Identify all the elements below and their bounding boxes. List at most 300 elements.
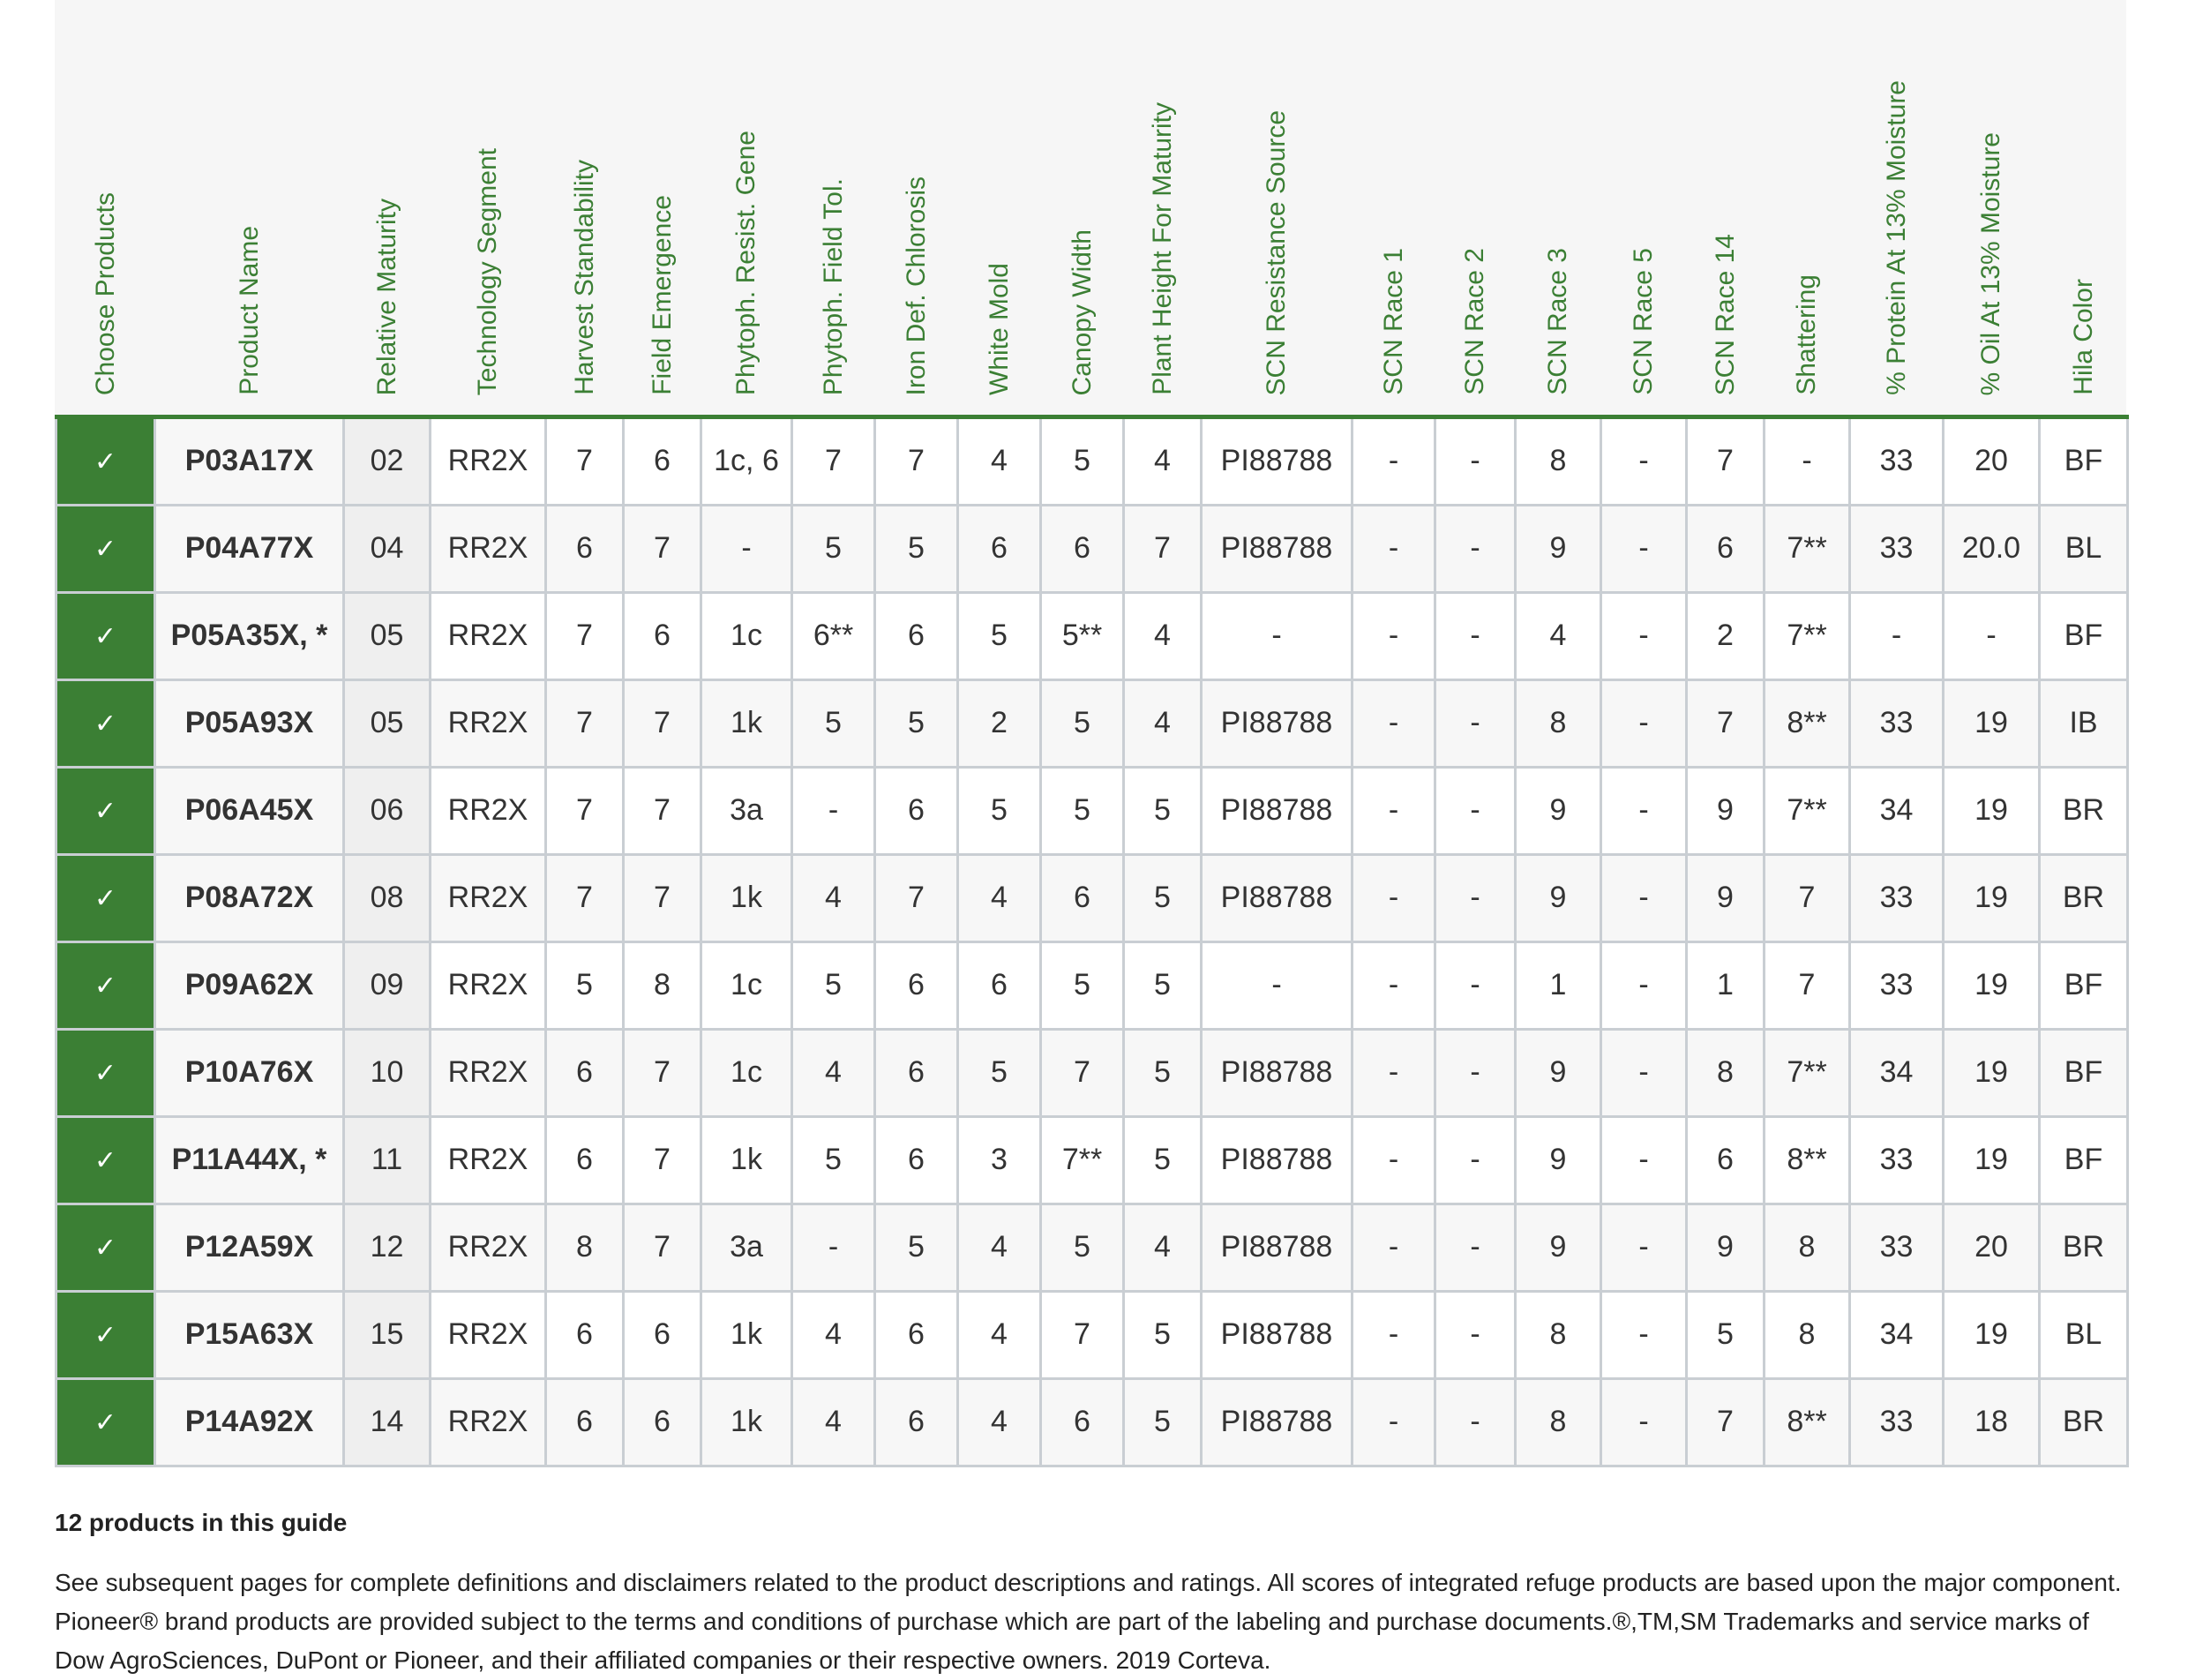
table-cell: 19 <box>1944 768 2040 855</box>
table-cell: BL <box>2040 506 2128 593</box>
table-cell: - <box>1353 1204 1435 1292</box>
product-name-cell: P11A44X, * <box>155 1117 344 1204</box>
table-cell: 7 <box>1041 1292 1124 1379</box>
table-cell: 8 <box>624 942 701 1030</box>
table-cell: - <box>1353 1030 1435 1117</box>
table-cell: 4 <box>1124 680 1202 768</box>
table-row <box>56 1379 2128 1466</box>
table-cell: BR <box>2040 768 2128 855</box>
column-header-label: Hila Color <box>2068 279 2098 395</box>
table-cell: 5 <box>1124 1117 1202 1204</box>
table-cell: 5 <box>792 680 875 768</box>
table-cell: 5 <box>1124 855 1202 942</box>
table-cell: - <box>1435 1030 1516 1117</box>
column-header-label: SCN Race 5 <box>1629 248 1658 395</box>
table-cell: 6 <box>546 1379 624 1466</box>
table-cell: - <box>1435 855 1516 942</box>
table-cell: 5 <box>958 593 1041 680</box>
check-icon: ✓ <box>94 971 117 1001</box>
choose-product-checkbox[interactable] <box>56 680 155 768</box>
table-cell: - <box>1353 506 1435 593</box>
table-cell: 7 <box>546 680 624 768</box>
table-cell: RR2X <box>431 1117 546 1204</box>
table-cell: 7 <box>1687 680 1765 768</box>
table-cell: 6 <box>1041 855 1124 942</box>
table-cell: 6 <box>958 942 1041 1030</box>
table-body <box>56 417 2128 1466</box>
table-cell: 5 <box>958 768 1041 855</box>
column-header-label: SCN Race 2 <box>1460 248 1489 395</box>
table-cell: 9 <box>1516 855 1601 942</box>
table-cell: RR2X <box>431 680 546 768</box>
header-row <box>56 0 2128 417</box>
table-row <box>56 417 2128 506</box>
table-cell: 7 <box>624 1030 701 1117</box>
table-cell: - <box>1435 768 1516 855</box>
table-cell: PI88788 <box>1202 417 1353 506</box>
relative-maturity-cell: 04 <box>344 506 431 593</box>
column-header[interactable] <box>1124 0 1202 417</box>
choose-product-checkbox[interactable] <box>56 1030 155 1117</box>
table-cell: 5 <box>1041 417 1124 506</box>
table-cell: 4 <box>958 855 1041 942</box>
table-cell: 5 <box>1041 942 1124 1030</box>
table-cell: 20 <box>1944 417 2040 506</box>
choose-product-checkbox[interactable] <box>56 593 155 680</box>
table-cell: 9 <box>1516 1117 1601 1204</box>
table-cell: 9 <box>1516 506 1601 593</box>
table-cell: 7** <box>1765 768 1850 855</box>
table-cell: 7 <box>1687 1379 1765 1466</box>
column-header[interactable] <box>624 0 701 417</box>
column-header-label: White Mold <box>984 262 1014 395</box>
table-cell: IB <box>2040 680 2128 768</box>
column-header[interactable] <box>546 0 624 417</box>
column-header[interactable] <box>1516 0 1601 417</box>
column-header[interactable] <box>875 0 958 417</box>
table-cell: 3a <box>701 1204 792 1292</box>
column-header[interactable] <box>56 0 155 417</box>
table-cell: 7 <box>624 506 701 593</box>
check-icon: ✓ <box>94 535 117 565</box>
table-cell: 7 <box>1765 942 1850 1030</box>
table-cell: 8 <box>1516 1379 1601 1466</box>
column-header-label: Iron Def. Chlorosis <box>901 176 931 395</box>
check-icon: ✓ <box>94 1146 117 1176</box>
choose-product-checkbox[interactable] <box>56 855 155 942</box>
table-cell: 7 <box>624 1117 701 1204</box>
table-cell: PI88788 <box>1202 768 1353 855</box>
product-count: 12 products in this guide <box>55 1509 348 1536</box>
table-cell: - <box>1601 680 1687 768</box>
table-cell: 1k <box>701 1379 792 1466</box>
table-cell: 6 <box>624 1292 701 1379</box>
table-cell: - <box>1601 1030 1687 1117</box>
table-cell: 4 <box>1124 593 1202 680</box>
column-header[interactable] <box>155 0 344 417</box>
table-cell: - <box>1601 417 1687 506</box>
choose-product-checkbox[interactable] <box>56 1117 155 1204</box>
table-cell: RR2X <box>431 855 546 942</box>
column-header[interactable] <box>1601 0 1687 417</box>
table-cell: 34 <box>1850 1292 1944 1379</box>
table-cell: 1k <box>701 855 792 942</box>
table-cell: 9 <box>1687 855 1765 942</box>
column-header-label: Choose Products <box>90 191 120 395</box>
table-cell: 6 <box>875 1379 958 1466</box>
table-cell: 7 <box>1687 417 1765 506</box>
table-cell: 6** <box>792 593 875 680</box>
table-cell: 7 <box>875 417 958 506</box>
table-cell: BR <box>2040 1379 2128 1466</box>
table-cell: 19 <box>1944 680 2040 768</box>
table-cell: 6 <box>546 1117 624 1204</box>
column-header-label: Product Name <box>234 226 264 395</box>
table-cell: RR2X <box>431 1204 546 1292</box>
table-cell: 19 <box>1944 1117 2040 1204</box>
choose-product-checkbox[interactable] <box>56 1379 155 1466</box>
table-cell: 7 <box>1765 855 1850 942</box>
check-icon: ✓ <box>94 709 117 739</box>
table-cell: BF <box>2040 417 2128 506</box>
table-cell: - <box>1601 1292 1687 1379</box>
column-header-label: % Protein At 13% Moisture <box>1881 80 1911 395</box>
table-cell: PI88788 <box>1202 1117 1353 1204</box>
table-cell: 19 <box>1944 942 2040 1030</box>
table-cell: - <box>1435 593 1516 680</box>
table-cell: 7 <box>624 855 701 942</box>
table-cell: 5 <box>1124 942 1202 1030</box>
table-cell: 6 <box>958 506 1041 593</box>
table-cell: BF <box>2040 942 2128 1030</box>
table-cell: PI88788 <box>1202 1030 1353 1117</box>
table-cell: - <box>1435 417 1516 506</box>
product-name-cell: P06A45X <box>155 768 344 855</box>
table-cell: 6 <box>624 593 701 680</box>
table-cell: 33 <box>1850 506 1944 593</box>
column-header-label: Relative Maturity <box>371 198 401 395</box>
disclaimer-text: See subsequent pages for complete definitions and disclaimers related to the product descriptions and ratings. All scores of integrated refuge products are based upon the major component. Pioneer® brand products are provided subject to the terms and conditions of purchase which are part of the labeling and purchase documents.®,TM,SM Trademarks and service marks of Dow AgroSciences, DuPont or Pioneer, and their affiliated companies or their respective owners. 2019 Corteva. <box>55 1569 2122 1674</box>
table-cell: RR2X <box>431 768 546 855</box>
check-icon: ✓ <box>94 1059 117 1089</box>
table-cell: 7 <box>624 680 701 768</box>
table-cell: 1 <box>1687 942 1765 1030</box>
table-cell: 8 <box>1516 417 1601 506</box>
table-cell: - <box>1353 1117 1435 1204</box>
relative-maturity-cell: 02 <box>344 417 431 506</box>
table-cell: 8** <box>1765 1117 1850 1204</box>
table-cell: 5** <box>1041 593 1124 680</box>
column-header[interactable] <box>958 0 1041 417</box>
table-cell: - <box>1435 680 1516 768</box>
product-name-cell: P09A62X <box>155 942 344 1030</box>
table-cell: 1k <box>701 680 792 768</box>
table-cell: 8** <box>1765 1379 1850 1466</box>
column-header-label: Technology Segment <box>473 147 502 395</box>
column-header[interactable] <box>701 0 792 417</box>
table-cell: BR <box>2040 855 2128 942</box>
column-header-label: Field Emergence <box>647 195 677 395</box>
table-cell: 5 <box>958 1030 1041 1117</box>
table-cell: - <box>1435 942 1516 1030</box>
table-cell: PI88788 <box>1202 1292 1353 1379</box>
table-cell: PI88788 <box>1202 680 1353 768</box>
check-icon: ✓ <box>94 797 117 827</box>
table-cell: 5 <box>1041 768 1124 855</box>
table-cell: 6 <box>1041 1379 1124 1466</box>
column-header[interactable] <box>1202 0 1353 417</box>
table-cell: 4 <box>958 1204 1041 1292</box>
column-header-label: SCN Race 3 <box>1543 248 1572 395</box>
table-cell: - <box>1435 506 1516 593</box>
table-cell: - <box>1353 942 1435 1030</box>
product-name-cell: P08A72X <box>155 855 344 942</box>
product-name-cell: P12A59X <box>155 1204 344 1292</box>
product-name-cell: P05A35X, * <box>155 593 344 680</box>
table-cell: PI88788 <box>1202 1204 1353 1292</box>
product-name-cell: P10A76X <box>155 1030 344 1117</box>
table-cell: 4 <box>792 1030 875 1117</box>
table-cell: - <box>1601 855 1687 942</box>
column-header[interactable] <box>1850 0 1944 417</box>
table-cell: 2 <box>1687 593 1765 680</box>
choose-product-checkbox[interactable] <box>56 1292 155 1379</box>
table-cell: 1c, 6 <box>701 417 792 506</box>
table-row <box>56 855 2128 942</box>
table-cell: - <box>1353 1379 1435 1466</box>
table-cell: - <box>1435 1204 1516 1292</box>
table-cell: - <box>1353 680 1435 768</box>
table-cell: - <box>1601 1379 1687 1466</box>
choose-product-checkbox[interactable] <box>56 417 155 506</box>
column-header[interactable] <box>1944 0 2040 417</box>
table-cell: 1k <box>701 1117 792 1204</box>
table-cell: 4 <box>1516 593 1601 680</box>
table-cell: 4 <box>958 417 1041 506</box>
table-row <box>56 593 2128 680</box>
table-row <box>56 680 2128 768</box>
table-cell: 6 <box>546 1292 624 1379</box>
table-cell: 5 <box>1041 1204 1124 1292</box>
table-cell: RR2X <box>431 506 546 593</box>
table-cell: 7 <box>792 417 875 506</box>
table-cell: 34 <box>1850 1030 1944 1117</box>
table-cell: 7 <box>624 1204 701 1292</box>
table-cell: 2 <box>958 680 1041 768</box>
table-cell: 6 <box>875 593 958 680</box>
relative-maturity-cell: 08 <box>344 855 431 942</box>
table-cell: 5 <box>1124 1030 1202 1117</box>
table-cell: 9 <box>1687 1204 1765 1292</box>
table-cell: 6 <box>546 506 624 593</box>
table-cell: 1c <box>701 942 792 1030</box>
table-cell: RR2X <box>431 593 546 680</box>
check-icon: ✓ <box>94 884 117 914</box>
table-cell: 8 <box>1687 1030 1765 1117</box>
table-cell: - <box>792 768 875 855</box>
table-cell: 6 <box>875 768 958 855</box>
table-cell: 8** <box>1765 680 1850 768</box>
table-cell: 7 <box>546 768 624 855</box>
table-cell: 34 <box>1850 768 1944 855</box>
table-cell: 33 <box>1850 680 1944 768</box>
product-name-cell: P15A63X <box>155 1292 344 1379</box>
table-cell: - <box>1353 593 1435 680</box>
table-cell: RR2X <box>431 1292 546 1379</box>
column-header[interactable] <box>431 0 546 417</box>
table-cell: BF <box>2040 1030 2128 1117</box>
table-cell: 6 <box>624 417 701 506</box>
choose-product-checkbox[interactable] <box>56 942 155 1030</box>
table-cell: 3a <box>701 768 792 855</box>
check-icon: ✓ <box>94 1408 117 1438</box>
table-row <box>56 942 2128 1030</box>
check-icon: ✓ <box>94 1234 117 1264</box>
product-name-cell: P14A92X <box>155 1379 344 1466</box>
column-header[interactable] <box>1353 0 1435 417</box>
table-cell: - <box>1435 1117 1516 1204</box>
table-cell: 1k <box>701 1292 792 1379</box>
table-cell: RR2X <box>431 1379 546 1466</box>
relative-maturity-cell: 14 <box>344 1379 431 1466</box>
table-cell: 9 <box>1516 1204 1601 1292</box>
column-header[interactable] <box>1765 0 1850 417</box>
table-cell: 6 <box>1687 506 1765 593</box>
table-cell: 7 <box>875 855 958 942</box>
table-cell: 9 <box>1687 768 1765 855</box>
column-header-label: Phytoph. Resist. Gene <box>731 130 761 395</box>
table-cell: 4 <box>792 1379 875 1466</box>
table-cell: 18 <box>1944 1379 2040 1466</box>
product-name-cell: P04A77X <box>155 506 344 593</box>
table-cell: 8 <box>1516 680 1601 768</box>
table-cell: 5 <box>792 506 875 593</box>
column-header-label: SCN Race 1 <box>1378 248 1408 395</box>
choose-product-checkbox[interactable] <box>56 1204 155 1292</box>
table-cell: - <box>1601 942 1687 1030</box>
column-header[interactable] <box>1687 0 1765 417</box>
table-cell: 4 <box>1124 417 1202 506</box>
column-header-label: SCN Race 14 <box>1710 233 1740 395</box>
table-cell: 33 <box>1850 1117 1944 1204</box>
choose-product-checkbox[interactable] <box>56 506 155 593</box>
check-icon: ✓ <box>94 622 117 652</box>
table-cell: 7** <box>1765 506 1850 593</box>
table-cell: 33 <box>1850 417 1944 506</box>
column-header[interactable] <box>2040 0 2128 417</box>
table-cell: 5 <box>792 1117 875 1204</box>
relative-maturity-cell: 11 <box>344 1117 431 1204</box>
table-cell: 20.0 <box>1944 506 2040 593</box>
table-cell: PI88788 <box>1202 506 1353 593</box>
table-row <box>56 506 2128 593</box>
table-cell: 5 <box>875 506 958 593</box>
table-cell: 8 <box>1516 1292 1601 1379</box>
table-cell: 6 <box>546 1030 624 1117</box>
table-cell: 4 <box>958 1379 1041 1466</box>
table-cell: 6 <box>875 1292 958 1379</box>
table-cell: 6 <box>875 942 958 1030</box>
table-cell: 6 <box>624 1379 701 1466</box>
table-cell: 5 <box>1687 1292 1765 1379</box>
table-cell: 9 <box>1516 768 1601 855</box>
relative-maturity-cell: 12 <box>344 1204 431 1292</box>
table-cell: 33 <box>1850 942 1944 1030</box>
table-cell: - <box>792 1204 875 1292</box>
table-cell: 4 <box>958 1292 1041 1379</box>
choose-product-checkbox[interactable] <box>56 768 155 855</box>
table-cell: 19 <box>1944 1030 2040 1117</box>
table-cell: PI88788 <box>1202 855 1353 942</box>
table-row <box>56 1117 2128 1204</box>
table-cell: BF <box>2040 593 2128 680</box>
table-cell: 33 <box>1850 1204 1944 1292</box>
product-name-cell: P03A17X <box>155 417 344 506</box>
table-cell: 8 <box>1765 1292 1850 1379</box>
table-cell: 5 <box>1124 768 1202 855</box>
table-cell: 7 <box>1041 1030 1124 1117</box>
table-cell: - <box>1202 593 1353 680</box>
relative-maturity-cell: 15 <box>344 1292 431 1379</box>
table-cell: 5 <box>1041 680 1124 768</box>
table-cell: 7** <box>1765 1030 1850 1117</box>
check-icon: ✓ <box>94 447 117 477</box>
table-row <box>56 1030 2128 1117</box>
table-cell: BF <box>2040 1117 2128 1204</box>
table-cell: - <box>1353 855 1435 942</box>
column-header-label: Canopy Width <box>1067 229 1097 395</box>
table-cell: 7 <box>624 768 701 855</box>
column-header[interactable] <box>1435 0 1516 417</box>
product-name-cell: P05A93X <box>155 680 344 768</box>
table-cell: 4 <box>1124 1204 1202 1292</box>
relative-maturity-cell: 10 <box>344 1030 431 1117</box>
column-header[interactable] <box>344 0 431 417</box>
table-cell: RR2X <box>431 417 546 506</box>
table-row <box>56 1292 2128 1379</box>
table-cell: 4 <box>792 855 875 942</box>
table-cell: - <box>1202 942 1353 1030</box>
table-cell: - <box>1850 593 1944 680</box>
table-cell: - <box>1353 417 1435 506</box>
column-header[interactable] <box>792 0 875 417</box>
table-cell: 1c <box>701 593 792 680</box>
table-cell: 6 <box>1687 1117 1765 1204</box>
table-cell: 5 <box>875 1204 958 1292</box>
table-cell: - <box>1435 1379 1516 1466</box>
table-cell: 6 <box>875 1030 958 1117</box>
table-cell: - <box>1601 593 1687 680</box>
column-header-label: Shattering <box>1792 274 1821 395</box>
table-cell: 19 <box>1944 855 2040 942</box>
column-header-label: SCN Resistance Source <box>1262 109 1291 395</box>
relative-maturity-cell: 09 <box>344 942 431 1030</box>
table-cell: 7 <box>546 593 624 680</box>
table-cell: BR <box>2040 1204 2128 1292</box>
table-row <box>56 1204 2128 1292</box>
column-header-label: % Oil At 13% Moisture <box>1976 131 2005 395</box>
table-cell: 9 <box>1516 1030 1601 1117</box>
relative-maturity-cell: 05 <box>344 593 431 680</box>
relative-maturity-cell: 05 <box>344 680 431 768</box>
column-header[interactable] <box>1041 0 1124 417</box>
table-cell: 20 <box>1944 1204 2040 1292</box>
product-table <box>55 0 2129 1467</box>
table-cell: 5 <box>875 680 958 768</box>
table-cell: - <box>701 506 792 593</box>
table-cell: 3 <box>958 1117 1041 1204</box>
relative-maturity-cell: 06 <box>344 768 431 855</box>
